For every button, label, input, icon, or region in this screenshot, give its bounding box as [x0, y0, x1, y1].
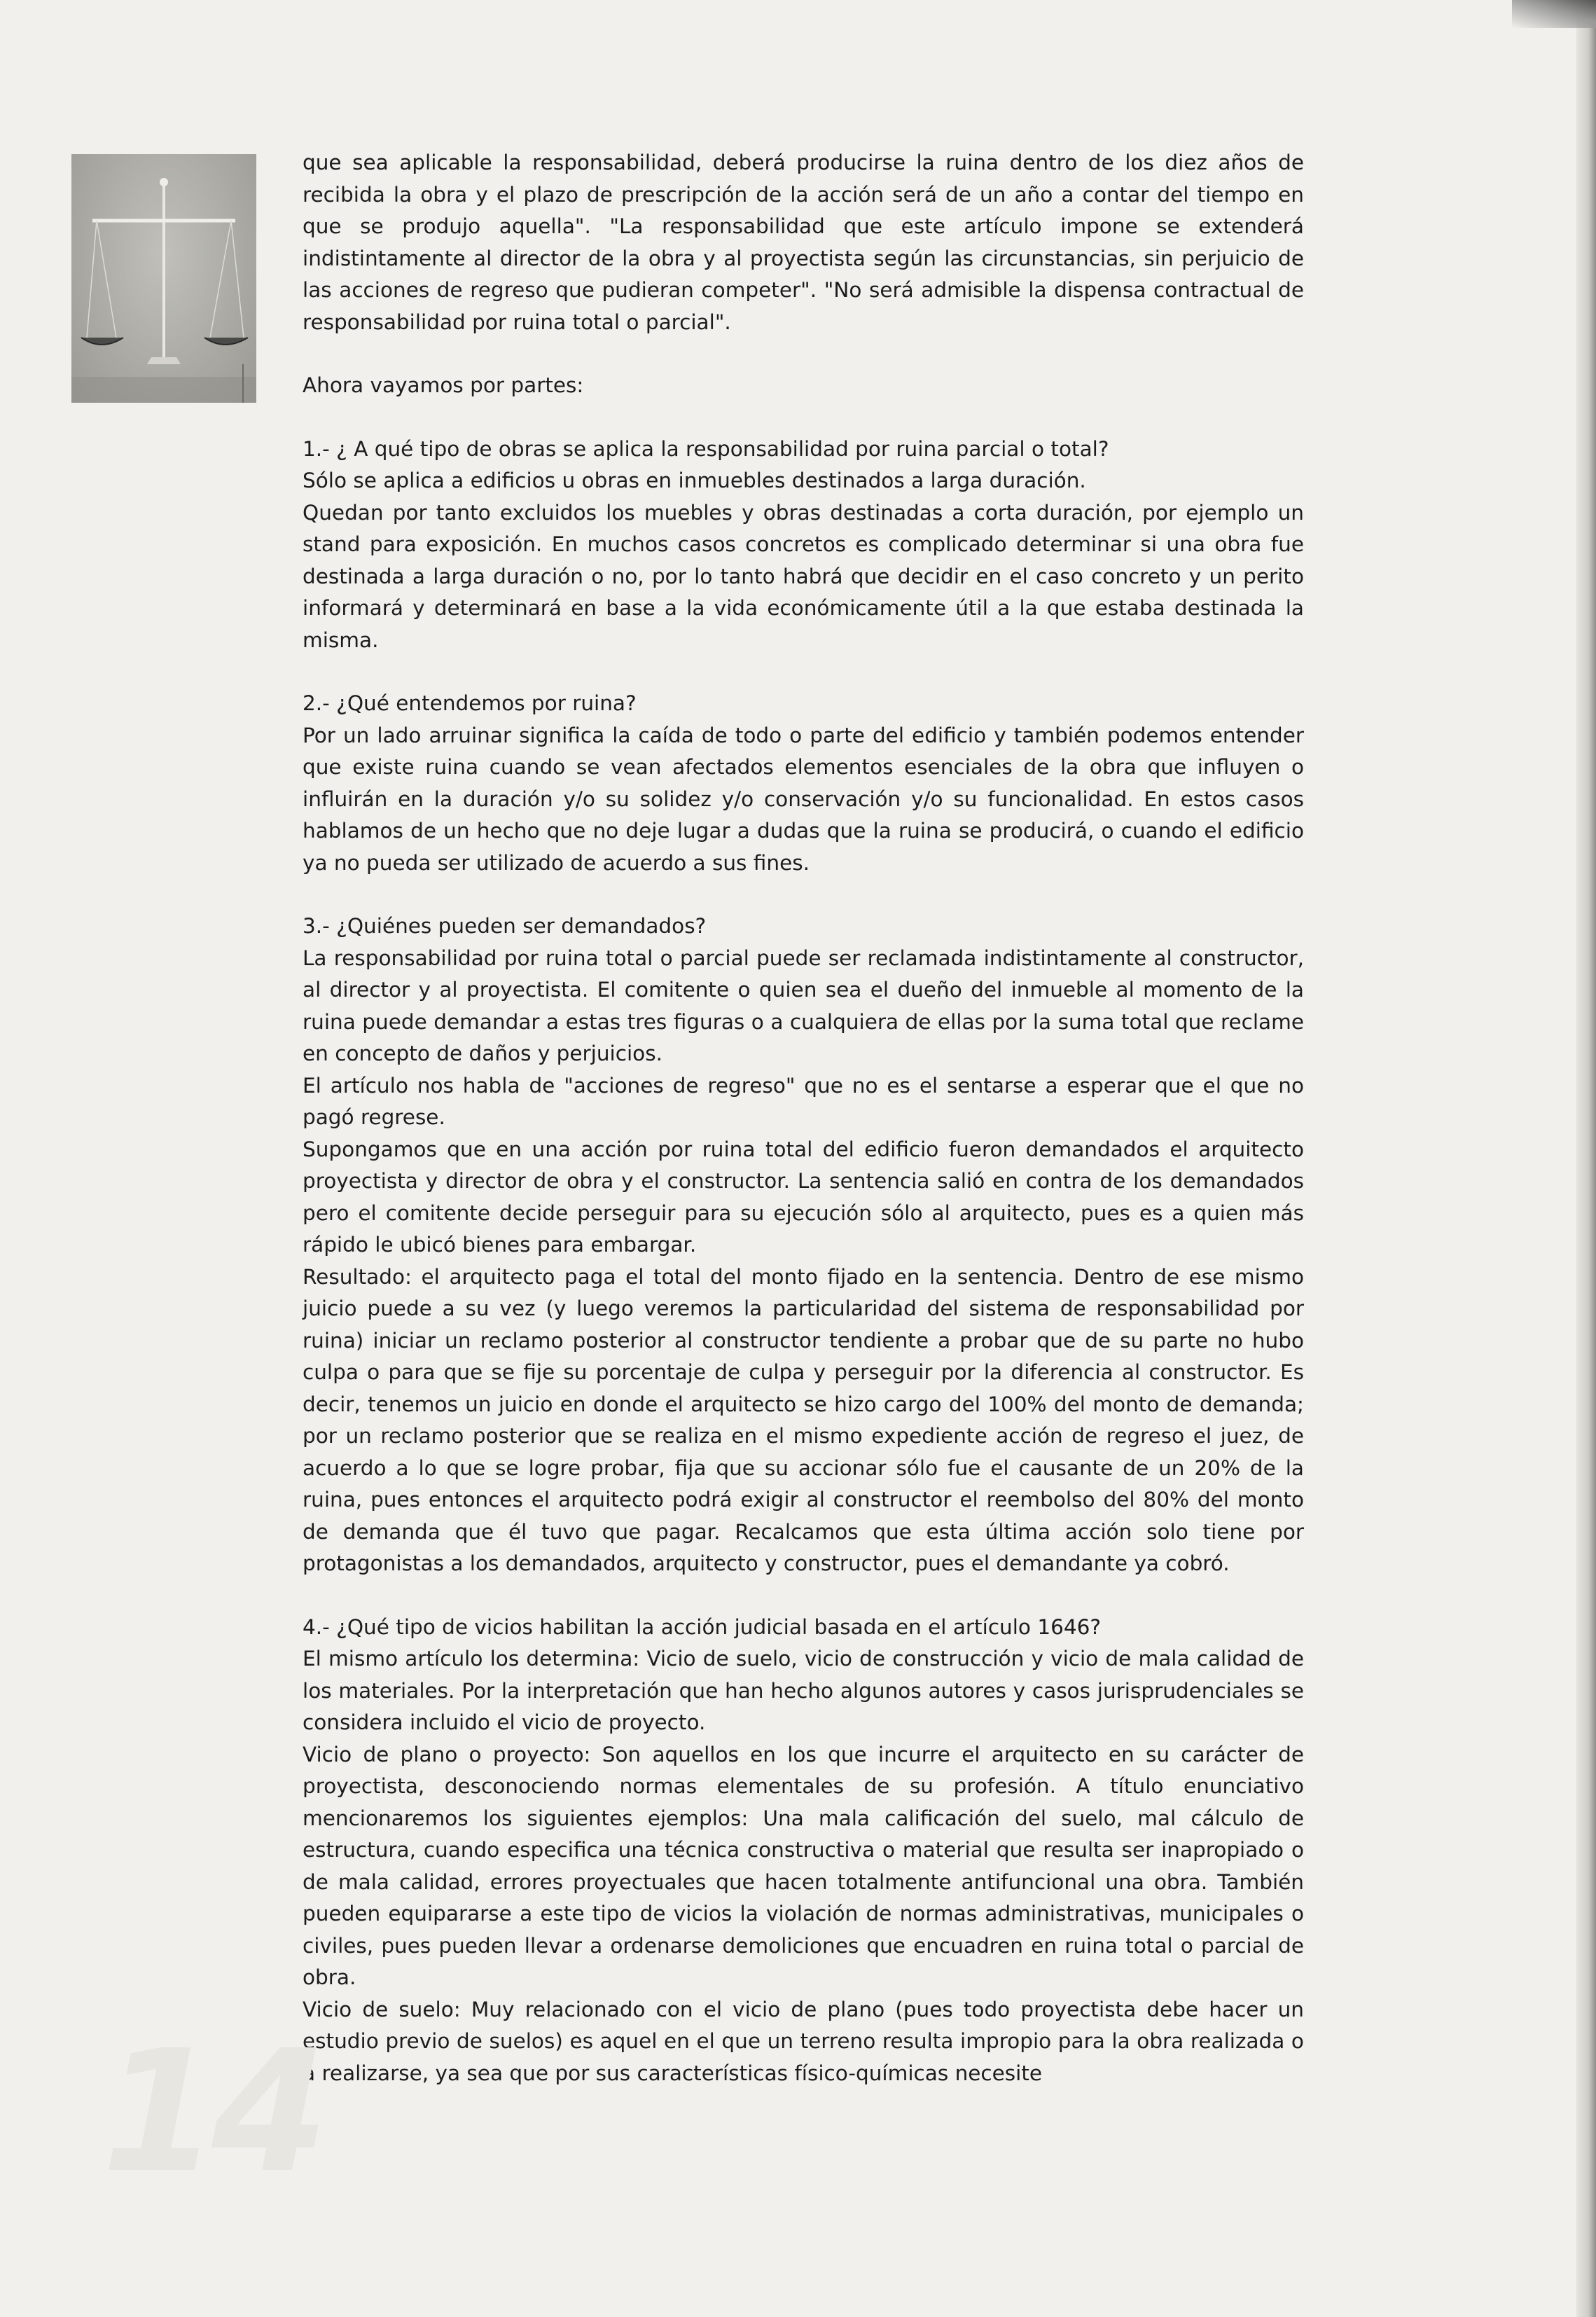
section-heading: 3.- ¿Quiénes pueden ser demandados?: [303, 914, 707, 938]
section-heading: 4.- ¿Qué tipo de vicios habilitan la acción judicial basada en el artículo 1646?: [303, 1614, 1102, 1639]
section-paragraph: Sólo se aplica a edificios u obras en inmuebles destinados a larga duración.: [303, 469, 1086, 492]
intro-paragraph: que sea aplicable la responsabilidad, deberá producirse la ruina dentro de los diez años de recibida la obra y el plazo de prescripción de la acción será de un año a contar del tiempo en que se produjo aquella". "La responsabilidad que este artículo impone se extenderá indistintamente al director de la obra y al proyectista según las circunstancias, sin perjuicio de las acciones de regreso que pudieran competer". "No será admisible la dispensa contractual de responsabilidad por ruina total o parcial".: [303, 151, 1304, 334]
section-heading: 2.- ¿Qué entendemos por ruina?: [303, 691, 637, 715]
section-paragraph: El mismo artículo los determina: Vicio de suelo, vicio de construcción y vicio de mala calidad de los materiales. Por la interpretación que han hecho algunos autores y casos jurisprudenciales se considera incluido el vicio de proyecto.: [303, 1647, 1304, 1734]
section-heading: 1.- ¿ A qué tipo de obras se aplica la responsabilidad por ruina parcial o total?: [303, 436, 1109, 461]
balance-scale-photo: [71, 154, 256, 403]
section-paragraph: Vicio de plano o proyecto: Son aquellos en los que incurre el arquitecto en su carácter de proyectista, desconociendo normas elementales de su profesión. A título enunciativo mencionaremos los siguientes ejemplos: Una mala calificación del suelo, mal cálculo de estructura, cuando especifica una técnica constructiva o material que resulta ser inapropiado o de mala calidad, errores proyectuales que hacen totalmente antifuncional una obra. También pueden equipararse a este tipo de vicios la violación de normas administrativas, municipales o civiles, pues pueden llevar a ordenarse demoliciones que encuadren en ruina total o parcial de obra.: [303, 1742, 1304, 1989]
balance-scale-icon: [71, 154, 256, 403]
intro-lead: Ahora vayamos por partes:: [303, 373, 584, 397]
section-paragraph: Vicio de suelo: Muy relacionado con el vicio de plano (pues todo proyectista debe hacer un estudio previo de suelos) es aquel en el que un terreno resulta impropio para la obra realizada o a realizarse, ya sea que por sus características físico-químicas necesite: [303, 1997, 1304, 2085]
page-number: 14: [102, 2014, 321, 2210]
page-corner-shadow: [1512, 0, 1596, 28]
section-paragraph: Quedan por tanto excluidos los muebles y obras destinadas a corta duración, por ejemplo un stand para exposición. En muchos casos concretos es complicado determinar si una obra fue destinada a larga duración o no, por lo tanto habrá que decidir en el caso concreto y un perito informará y determinará en base a la vida económicamente útil a la que estaba destinada la misma.: [303, 500, 1304, 652]
page-edge-shadow: [1576, 0, 1596, 2317]
section-paragraph: Supongamos que en una acción por ruina total del edificio fueron demandados el arquitecto proyectista y director de obra y el constructor. La sentencia salió en contra de los demandados pero el comitente decide perseguir para su ejecución sólo al arquitecto, pues es a quien más rápido le ubicó bienes para embargar.: [303, 1137, 1304, 1257]
article-body: [303, 147, 1304, 2089]
section-paragraph: El artículo nos habla de "acciones de regreso" que no es el sentarse a esperar que el que no pagó regrese.: [303, 1073, 1304, 1129]
section-paragraph: Resultado: el arquitecto paga el total del monto fijado en la sentencia. Dentro de ese mismo juicio puede a su vez (y luego veremos la particularidad del sistema de responsabilidad por ruina) iniciar un reclamo posterior al constructor tendiente a probar que de su parte no hubo culpa o para que se fije su porcentaje de culpa y perseguir por la diferencia al constructor. Es decir, tenemos un juicio en donde el arquitecto se hizo cargo del 100% del monto de demanda; por un reclamo posterior que se realiza en el mismo expediente acción de regreso el juez, de acuerdo a lo que se logre probar, fija que su accionar sólo fue el causante de un 20% de la ruina, pues entonces el arquitecto podrá exigir al constructor el reembolso del 80% del monto de demanda que él tuvo que pagar. Recalcamos que esta última acción solo tiene por protagonistas a los demandados, arquitecto y constructor, pues el demandante ya cobró.: [303, 1264, 1304, 1575]
section-paragraph: La responsabilidad por ruina total o parcial puede ser reclamada indistintamente al constructor, al director y al proyectista. El comitente o quien sea el dueño del inmueble al momento de la ruina puede demandar a estas tres figuras o a cualquiera de ellas por la suma total que reclame en concepto de daños y perjuicios.: [303, 946, 1304, 1065]
section-paragraph: Por un lado arruinar significa la caída de todo o parte del edificio y también podemos entender que existe ruina cuando se vean afectados elementos esenciales de la obra que influyen o influirán en la duración y/o su solidez y/o conservación y/o su funcionalidad. En estos casos hablamos de un hecho que no deje lugar a dudas que la ruina se producirá, o cuando el edificio ya no pueda ser utilizado de acuerdo a sus fines.: [303, 723, 1304, 875]
